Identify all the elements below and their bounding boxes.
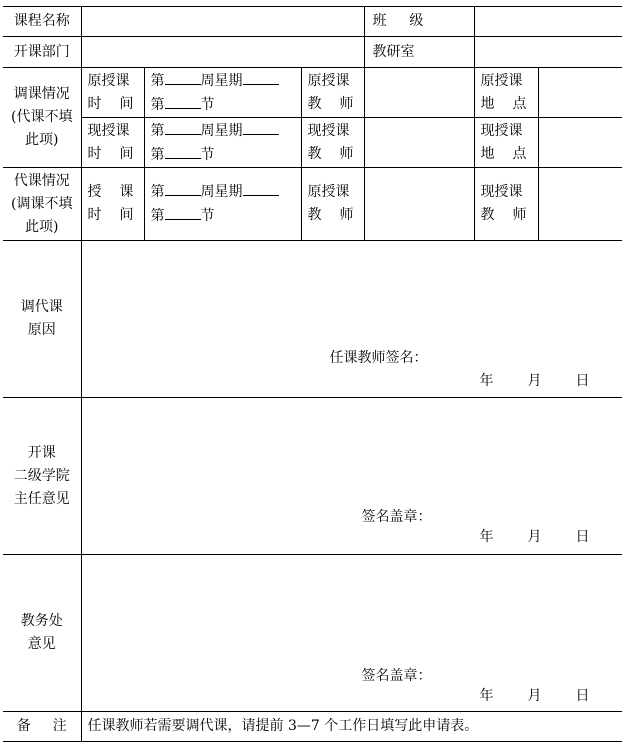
academic-date [480, 685, 590, 708]
new-section-suffix: 节 [200, 146, 215, 163]
college-opinion-label-line-2: 二级学院 [13, 467, 70, 484]
orig-week-prefix: 第 [150, 72, 165, 89]
new-teacher-label-line-1: 现授课 [307, 122, 350, 139]
new-section-blank[interactable] [165, 143, 201, 159]
class-field[interactable] [474, 7, 622, 37]
orig-teacher-label [301, 68, 364, 118]
orig-section-blank[interactable] [165, 93, 201, 109]
substitute-weekday-label: 周星期 [200, 184, 243, 200]
reason-label [3, 241, 81, 398]
academic-affairs-row [3, 555, 622, 712]
course-name-field[interactable] [81, 7, 364, 37]
reason-date [480, 370, 590, 393]
academic-signature-label: 签名盖章： [361, 668, 432, 684]
academic-affairs-label-line-1: 教务处 [20, 613, 63, 629]
academic-affairs-field[interactable] [81, 555, 622, 712]
orig-place-field[interactable] [538, 68, 622, 118]
course-name-row [3, 7, 622, 37]
college-opinion-row [3, 398, 622, 555]
orig-place-label [474, 68, 538, 118]
reason-label-line-1: 调代课 [20, 299, 63, 315]
new-time-label-char-2: 间 [119, 145, 134, 162]
college-signature-label: 签名盖章： [361, 509, 432, 525]
new-time-label-char-1: 时 [87, 145, 102, 162]
orig-place-label-char-2: 点 [512, 95, 527, 112]
new-teacher-label-char-1: 教 [307, 145, 322, 162]
reason-date-year: 年 [479, 373, 494, 389]
reason-field[interactable] [81, 241, 622, 398]
substitute-orig-teacher-label [301, 168, 364, 241]
substitute-section-blank[interactable] [165, 204, 201, 220]
new-week-prefix: 第 [150, 122, 165, 139]
college-opinion-field[interactable] [81, 398, 622, 555]
department-label: 开课部门 [3, 37, 81, 68]
college-opinion-label-line-1: 开课 [27, 444, 56, 461]
substitute-new-teacher-label [474, 168, 538, 241]
orig-teacher-label-char-1: 教 [307, 95, 322, 112]
orig-time-field[interactable] [144, 68, 301, 118]
adjust-group-label-line-3: 此项) [25, 132, 59, 148]
substitute-week-prefix: 第 [150, 184, 165, 200]
college-date [480, 526, 590, 549]
new-place-label [474, 118, 538, 168]
adjust-original-row [3, 68, 622, 118]
substitute-time-label-char-4: 间 [119, 207, 134, 223]
department-row [3, 37, 622, 68]
substitute-new-teacher-label-char-1: 教 [480, 207, 495, 223]
substitute-orig-teacher-field[interactable] [364, 168, 474, 241]
orig-section-prefix: 第 [150, 96, 165, 113]
reason-label-line-2: 原因 [27, 322, 56, 338]
new-teacher-label-char-2: 师 [339, 145, 354, 162]
substitute-group-label [3, 168, 81, 241]
new-week-blank[interactable] [165, 119, 201, 135]
orig-place-label-line-1: 原授课 [480, 72, 523, 89]
substitute-time-label-char-2: 课 [119, 184, 134, 200]
orig-time-label [81, 68, 144, 118]
academic-affairs-label-line-2: 意见 [27, 636, 56, 652]
substitute-section-prefix: 第 [150, 208, 165, 224]
new-time-label-line-1: 现授课 [87, 122, 130, 139]
new-time-field[interactable] [144, 118, 301, 168]
substitute-orig-teacher-label-char-1: 教 [307, 207, 322, 223]
academic-date-day: 日 [575, 688, 590, 704]
adjust-new-row [3, 118, 622, 168]
substitute-group-label-line-2: (调课不填 [11, 195, 73, 212]
class-label-char-1: 班 [372, 13, 387, 29]
note-label-char-1: 备 [16, 718, 31, 734]
substitute-new-teacher-label-line-1: 现授课 [480, 184, 523, 200]
new-place-label-char-2: 点 [512, 145, 527, 162]
department-field[interactable] [81, 37, 364, 68]
substitute-new-teacher-field[interactable] [538, 168, 622, 241]
new-time-label [81, 118, 144, 168]
academic-date-month: 月 [527, 688, 542, 704]
class-label-char-2: 级 [409, 13, 424, 29]
new-teacher-field[interactable] [364, 118, 474, 168]
orig-week-blank[interactable] [165, 69, 201, 85]
adjust-group-label [3, 68, 81, 168]
college-opinion-label [3, 398, 81, 555]
new-weekday-blank[interactable] [243, 119, 279, 135]
note-label [3, 712, 81, 742]
substitute-section-suffix: 节 [200, 208, 215, 224]
adjust-group-label-line-2: (代课不填 [11, 109, 73, 125]
new-place-label-line-1: 现授课 [480, 122, 523, 139]
orig-weekday-blank[interactable] [243, 69, 279, 85]
new-section-prefix: 第 [150, 146, 165, 163]
substitute-orig-teacher-label-char-2: 师 [339, 207, 354, 223]
adjust-group-label-line-1: 调课情况 [13, 86, 70, 102]
orig-teacher-field[interactable] [364, 68, 474, 118]
academic-affairs-label [3, 555, 81, 712]
substitute-time-label-char-1: 授 [87, 184, 102, 200]
new-teacher-label [301, 118, 364, 168]
new-weekday-label: 周星期 [200, 122, 243, 139]
college-date-month: 月 [527, 529, 542, 545]
substitute-time-label-char-3: 时 [87, 207, 102, 223]
substitute-row [3, 168, 622, 241]
teaching-section-field[interactable] [474, 37, 622, 68]
college-date-day: 日 [575, 529, 590, 545]
orig-teacher-label-line-1: 原授课 [307, 72, 350, 89]
class-label [364, 7, 474, 37]
new-place-label-char-1: 地 [480, 145, 495, 162]
college-opinion-label-line-3: 主任意见 [13, 490, 70, 507]
orig-time-label-char-2: 间 [119, 95, 134, 112]
note-row [3, 712, 622, 742]
orig-place-label-char-1: 地 [480, 95, 495, 112]
substitute-time-field[interactable] [144, 168, 301, 241]
course-name-label: 课程名称 [3, 7, 81, 37]
note-label-char-2: 注 [52, 718, 67, 734]
teacher-signature-label: 任课教师签名： [329, 350, 428, 366]
orig-time-label-line-1: 原授课 [87, 72, 130, 89]
reason-date-day: 日 [575, 373, 590, 389]
note-text: 任课教师若需要调代课，请提前 3—7 个工作日填写此申请表。 [81, 712, 622, 742]
college-date-year: 年 [479, 529, 494, 545]
new-place-field[interactable] [538, 118, 622, 168]
class-adjustment-form-table [3, 6, 622, 742]
orig-section-suffix: 节 [200, 96, 215, 113]
substitute-group-label-line-1: 代课情况 [13, 172, 70, 189]
teaching-section-label: 教研室 [364, 37, 474, 68]
reason-row [3, 241, 622, 398]
orig-teacher-label-char-2: 师 [339, 95, 354, 112]
substitute-new-teacher-label-char-2: 师 [512, 207, 527, 223]
substitute-time-label [81, 168, 144, 241]
orig-time-label-char-1: 时 [87, 95, 102, 112]
substitute-weekday-blank[interactable] [243, 180, 279, 196]
academic-date-year: 年 [479, 688, 494, 704]
orig-weekday-label: 周星期 [200, 72, 243, 89]
substitute-group-label-line-3: 此项) [25, 218, 59, 235]
reason-date-month: 月 [527, 373, 542, 389]
substitute-orig-teacher-label-line-1: 原授课 [307, 184, 350, 200]
substitute-week-blank[interactable] [165, 180, 201, 196]
